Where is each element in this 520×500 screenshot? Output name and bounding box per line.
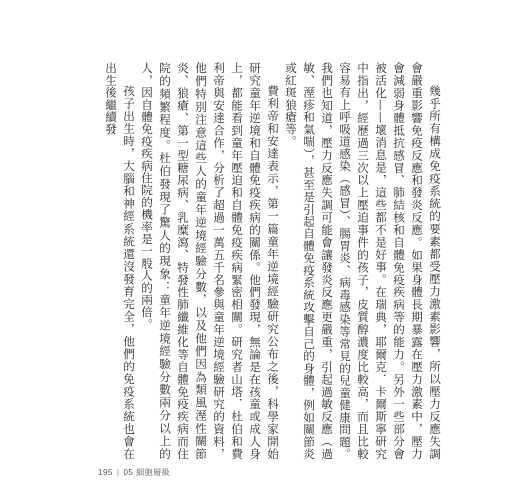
running-footer bbox=[98, 467, 170, 478]
paragraph-immune-stress: 幾乎所有構成免疫系統的要素都受壓力激素影響，所以壓力反應失調會嚴重影響免疫反應和發炎反應。如果身體長期暴露在壓力激素中，壓力會減弱身體抵抗感冒、肺結核和自體免疫疾病等的能力。另外一些部分會被活化——壞消息是，這些都不是好事。在瑞典，耶爾克．卡爾斯寧研究中指出，經歷過三次以上壓迫事件的孩子，皮質醇濃度比較高，而且比較容易有上呼吸道感染（感冒）、腸胃炎、病毒感染等常見的兒童健康問題。我們也知道，壓力反應失調可能會讓發炎反應更嚴重，引起過敏反應（過敏、溼疹和氣喘），甚至是引起自體免疫系統攻擊自己的身體，例如關節炎或紅斑狼瘡等。 bbox=[284, 62, 442, 460]
chapter-number: 05 bbox=[123, 468, 134, 477]
chapter-title: 細胞層級 bbox=[136, 468, 171, 477]
footer-separator: | bbox=[116, 468, 120, 477]
body-text bbox=[100, 62, 444, 460]
page-number: 195 bbox=[98, 468, 113, 477]
paragraph-autoimmune-research: 費利帝和安達表示，第一篇童年逆境經驗研究公布之後，科學家開始研究童年逆境和自體免疫疾病的關係。他們發現，無論是在孩童或成人身上，都能看到童年壓迫和自體免疫疾病緊密相關。研究者山塔．杜伯和費利帝與安達合作，分析了超過一萬五千名參與童年逆境經驗研究的資料，他們特別注意這些人的童年逆境經驗分數，以及他們因為類風溼性關節炎、狼瘡、第一型糖尿病、乳糜瀉、特發性肺纖維化等自體免疫疾病而住院的頻繁程度。杜伯發現了驚人的現象：童年逆境經驗分數兩分以上的人，因自體免疫疾病住院的機率是一般人的兩倍。 bbox=[140, 62, 280, 460]
paragraph-child-development: 孩子出生時，大腦和神經系統還沒發育完全，他們的免疫系統也會在出生後繼續發 bbox=[104, 62, 136, 460]
